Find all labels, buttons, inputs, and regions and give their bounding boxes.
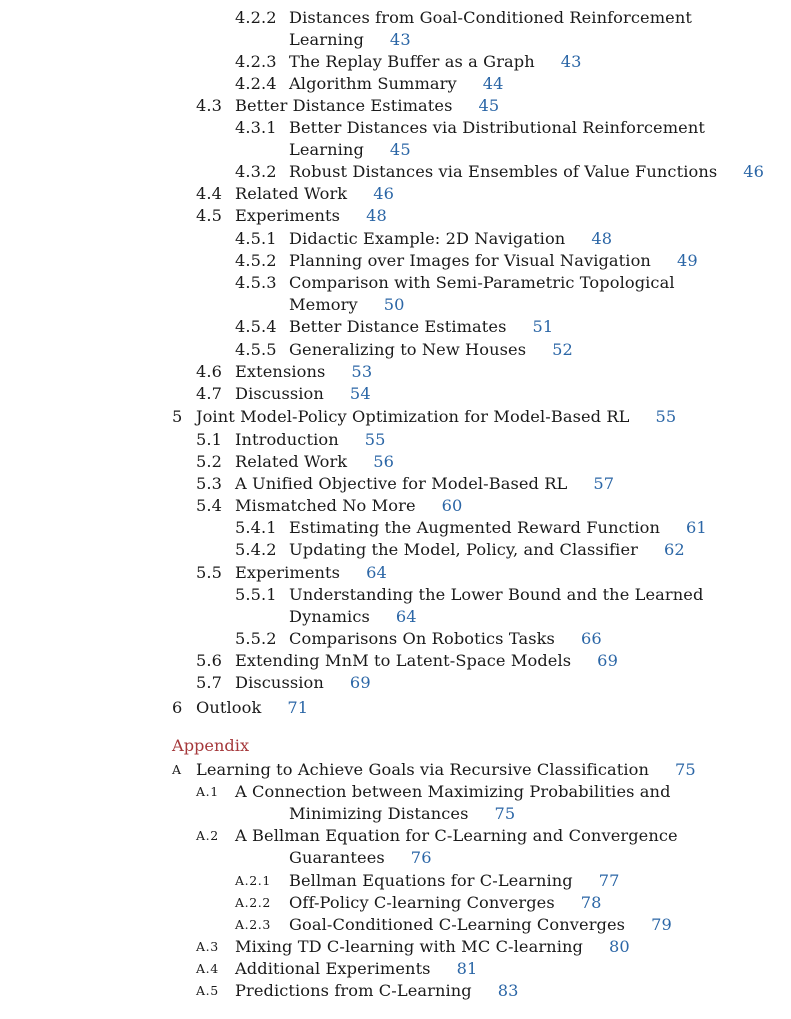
toc-entry[interactable] — [235, 73, 504, 95]
toc-entry[interactable] — [235, 539, 685, 561]
toc-entry[interactable] — [172, 697, 309, 719]
toc-entry-title: A Connection between Maximizing Probabilities and — [235, 782, 671, 801]
toc-entry-page-link[interactable]: 75 — [675, 760, 696, 779]
toc-entry-title: Learning — [289, 140, 364, 159]
toc-entry-title: Better Distance Estimates — [235, 96, 453, 115]
toc-entry-page-link[interactable]: 75 — [494, 804, 516, 823]
toc-entry-title: Related Work — [235, 452, 348, 471]
toc-entry-page-link[interactable]: 45 — [478, 96, 500, 115]
toc-entry-title: Bellman Equations for C-Learning — [289, 871, 573, 890]
toc-entry-page-link[interactable]: 53 — [351, 362, 373, 381]
toc-entry-title: A Bellman Equation for C-Learning and Convergence — [235, 826, 678, 845]
toc-entry[interactable] — [235, 892, 602, 914]
toc-entry-title: Joint Model-Policy Optimization for Model-Based RL — [196, 407, 630, 426]
toc-entry-number: 6 — [172, 698, 183, 717]
toc-entry-title: The Replay Buffer as a Graph — [289, 52, 535, 71]
toc-entry-title: Dynamics — [289, 607, 370, 626]
toc-entry-number: A.4 — [196, 961, 219, 976]
toc-entry-page-link[interactable]: 49 — [676, 251, 698, 270]
toc-entry-title: Mismatched No More — [235, 496, 416, 515]
toc-entry[interactable] — [289, 294, 405, 316]
toc-entry[interactable] — [196, 473, 615, 495]
toc-entry-number: 4.5.4 — [235, 317, 277, 336]
toc-entry-title: Algorithm Summary — [289, 74, 457, 93]
toc-entry-page-link[interactable]: 46 — [373, 184, 395, 203]
toc-entry-title: Guarantees — [289, 848, 385, 867]
toc-entry-number: 4.2.4 — [235, 74, 277, 93]
toc-entry-number: 4.5.1 — [235, 229, 277, 248]
toc-entry[interactable] — [196, 958, 478, 980]
toc-entry-title: Didactic Example: 2D Navigation — [289, 229, 566, 248]
toc-entry[interactable] — [235, 51, 582, 73]
toc-entry-page-link[interactable]: 81 — [456, 959, 478, 978]
toc-entry-title: Learning — [289, 30, 364, 49]
toc-entry[interactable] — [289, 606, 417, 628]
toc-entry-number: 5.5.1 — [235, 585, 277, 604]
toc-entry-number: A.3 — [196, 939, 219, 954]
toc-entry-page-link[interactable]: 69 — [597, 651, 618, 670]
toc-entry[interactable] — [196, 383, 371, 405]
toc-entry-number: 4.4 — [196, 184, 223, 203]
toc-entry-title: Experiments — [235, 563, 341, 582]
toc-entry-page-link[interactable]: 52 — [552, 340, 573, 359]
toc-entry-number: 5.7 — [196, 673, 223, 692]
toc-entry[interactable] — [289, 847, 432, 869]
toc-entry[interactable] — [196, 495, 463, 517]
toc-entry-page-link[interactable]: 43 — [389, 30, 411, 49]
toc-entry-page-link[interactable]: 48 — [591, 229, 613, 248]
toc-entry-title: Outlook — [196, 698, 262, 717]
toc-entry-number: 4.3.2 — [235, 162, 277, 181]
toc-entry-title: Robust Distances via Ensembles of Value Functions — [289, 162, 718, 181]
toc-entry[interactable] — [196, 429, 386, 451]
toc-entry-title: Off-Policy C-learning Converges — [289, 893, 555, 912]
toc-entry-number: 4.3 — [196, 96, 223, 115]
toc-entry-page-link[interactable]: 54 — [349, 384, 371, 403]
toc-entry-number: 5 — [172, 407, 183, 426]
toc-entry-title: Learning to Achieve Goals via Recursive Classification — [196, 760, 650, 779]
toc-entry-number: 5.5.2 — [235, 629, 277, 648]
toc-entry-number: 4.3.1 — [235, 118, 277, 137]
toc-entry-page-link[interactable]: 45 — [389, 140, 411, 159]
toc-entry[interactable] — [289, 139, 411, 161]
toc-entry-title: Estimating the Augmented Reward Function — [289, 518, 661, 537]
toc-entry[interactable] — [235, 161, 765, 183]
toc-entry[interactable] — [235, 7, 692, 29]
toc-entry-number: 5.4.1 — [235, 518, 277, 537]
toc-entry-title: Extensions — [235, 362, 326, 381]
toc-entry[interactable] — [235, 117, 705, 139]
toc-entry-page-link[interactable]: 69 — [349, 673, 371, 692]
toc-entry[interactable] — [235, 584, 704, 606]
toc-entry-title: Goal-Conditioned C-Learning Converges — [289, 915, 626, 934]
toc-entry-title: Related Work — [235, 184, 348, 203]
toc-entry-title: Better Distance Estimates — [289, 317, 507, 336]
toc-entry-title: Generalizing to New Houses — [289, 340, 527, 359]
toc-entry-title: Additional Experiments — [235, 959, 431, 978]
toc-entry[interactable] — [196, 825, 678, 847]
toc-entry[interactable] — [196, 205, 387, 227]
toc-entry-number: A.5 — [196, 983, 219, 998]
toc-entry-page-link[interactable]: 61 — [686, 518, 707, 537]
toc-entry-number: A.2.2 — [235, 895, 271, 910]
toc-entry-title: Planning over Images for Visual Navigation — [289, 251, 651, 270]
toc-entry[interactable] — [196, 183, 395, 205]
toc-entry-number: 5.6 — [196, 651, 223, 670]
toc-entry[interactable] — [196, 361, 373, 383]
toc-entry-page-link[interactable]: 77 — [598, 871, 620, 890]
toc-entry[interactable] — [235, 628, 602, 650]
toc-entry[interactable] — [235, 914, 672, 936]
toc-entry-title: Minimizing Distances — [289, 804, 469, 823]
toc-entry[interactable] — [196, 650, 618, 672]
toc-entry-number: 5.5 — [196, 563, 223, 582]
toc-entry-number: 5.1 — [196, 430, 223, 449]
toc-entry-title: Memory — [289, 295, 358, 314]
toc-entry[interactable] — [235, 870, 620, 892]
toc-entry[interactable] — [196, 95, 500, 117]
toc-entry-title: Introduction — [235, 430, 339, 449]
toc-entry-page-link[interactable]: 44 — [482, 74, 504, 93]
toc-entry-title: Discussion — [235, 673, 324, 692]
appendix-heading: Appendix — [172, 736, 250, 755]
toc-entry-number: 4.5.3 — [235, 273, 277, 292]
toc-entry-number: 4.2.3 — [235, 52, 277, 71]
toc-entry[interactable] — [289, 803, 515, 825]
toc-entry-number: 4.5 — [196, 206, 223, 225]
toc-entry-title: Updating the Model, Policy, and Classifier — [289, 540, 638, 559]
toc-entry-number: 5.3 — [196, 474, 223, 493]
toc-entry-page-link[interactable]: 62 — [663, 540, 685, 559]
toc-entry-number: A.1 — [196, 784, 219, 799]
toc-entry-page-link[interactable]: 78 — [580, 893, 602, 912]
toc-entry-number: 4.2.2 — [235, 8, 277, 27]
toc-entry[interactable] — [196, 781, 671, 803]
toc-entry-page-link[interactable]: 51 — [532, 317, 554, 336]
toc-entry-number: A.2.3 — [235, 917, 271, 932]
toc-entry-title: A Unified Objective for Model-Based RL — [235, 474, 568, 493]
toc-entry-number: A — [172, 762, 182, 777]
toc-entry-title: Predictions from C-Learning — [235, 981, 472, 1000]
toc-entry-title: Experiments — [235, 206, 341, 225]
toc-entry-page-link[interactable]: 83 — [497, 981, 519, 1000]
toc-entry-page-link[interactable]: 50 — [383, 295, 405, 314]
toc-entry-title: Extending MnM to Latent-Space Models — [235, 651, 572, 670]
toc-entry[interactable] — [235, 517, 707, 539]
toc-entry[interactable] — [235, 272, 675, 294]
toc-entry[interactable] — [196, 451, 395, 473]
toc-entry-page-link[interactable]: 43 — [560, 52, 582, 71]
toc-entry-number: 4.5.2 — [235, 251, 277, 270]
toc-entry[interactable] — [235, 250, 698, 272]
toc-entry-title: Comparison with Semi-Parametric Topological — [289, 273, 675, 292]
toc-entry[interactable] — [235, 228, 613, 250]
toc-entry-page-link[interactable]: 80 — [608, 937, 630, 956]
toc-entry-number: 5.4 — [196, 496, 223, 515]
toc-entry[interactable] — [289, 29, 411, 51]
toc-entry-title: Better Distances via Distributional Reinforcement — [289, 118, 705, 137]
toc-entry-page-link[interactable]: 64 — [366, 563, 387, 582]
toc-entry-title: Distances from Goal-Conditioned Reinforcement — [289, 8, 692, 27]
toc-entry-number: 4.7 — [196, 384, 223, 403]
toc-entry-page-link[interactable]: 71 — [287, 698, 309, 717]
toc-entry[interactable] — [235, 316, 554, 338]
toc-entry-page-link[interactable]: 57 — [593, 474, 615, 493]
toc-entry[interactable] — [196, 672, 371, 694]
toc-entry-page-link[interactable]: 55 — [364, 430, 386, 449]
toc-entry[interactable] — [196, 936, 630, 958]
toc-entry-page-link[interactable]: 55 — [655, 407, 677, 426]
toc-entry-title: Understanding the Lower Bound and the Learned — [289, 585, 704, 604]
toc-entry-number: 4.6 — [196, 362, 223, 381]
toc-entry-page-link[interactable]: 79 — [651, 915, 672, 934]
toc-entry-page-link[interactable]: 64 — [395, 607, 417, 626]
toc-entry-page-link[interactable]: 56 — [373, 452, 395, 471]
toc-entry-page-link[interactable]: 60 — [441, 496, 463, 515]
toc-entry-title: Comparisons On Robotics Tasks — [289, 629, 555, 648]
toc-entry-number: 5.2 — [196, 452, 223, 471]
toc-entry-number: A.2.1 — [235, 873, 271, 888]
toc-entry[interactable] — [172, 406, 677, 428]
toc-entry-page-link[interactable]: 48 — [366, 206, 387, 225]
toc-entry-number: 5.4.2 — [235, 540, 277, 559]
toc-entry-page-link[interactable]: 46 — [743, 162, 765, 181]
toc-entry-number: 4.5.5 — [235, 340, 277, 359]
toc-entry-number: A.2 — [196, 828, 219, 843]
toc-entry[interactable] — [172, 759, 696, 781]
toc-entry[interactable] — [196, 980, 519, 1002]
toc-entry-title: Discussion — [235, 384, 324, 403]
toc-entry-page-link[interactable]: 76 — [410, 848, 432, 867]
toc-entry[interactable] — [196, 562, 387, 584]
toc-entry-title: Mixing TD C-learning with MC C-learning — [235, 937, 583, 956]
toc-entry-page-link[interactable]: 66 — [580, 629, 602, 648]
toc-entry[interactable] — [235, 339, 573, 361]
